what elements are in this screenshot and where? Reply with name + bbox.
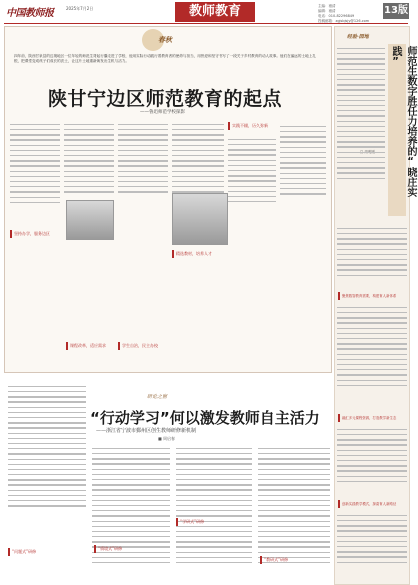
section-title: 教师教育 bbox=[175, 2, 255, 22]
contact-line: 投稿邮箱：zgjsbjsjy@126.com bbox=[318, 19, 370, 23]
sidebar-title-text: 师范生数字胜任力培养的“晓庄实践” bbox=[390, 46, 416, 197]
contact-line: 电话：010-82296849 bbox=[318, 14, 355, 18]
section-subhead: 融汇多元课程资源，打造教学新生态 bbox=[338, 414, 408, 422]
article-column bbox=[228, 135, 276, 365]
section-subhead: 精选教材，培养人才 bbox=[172, 250, 226, 258]
section-subhead: 学生自治，民主办校 bbox=[118, 342, 170, 350]
historical-photo bbox=[172, 193, 228, 245]
contact-line: 编辑：褚清 bbox=[318, 9, 336, 13]
article-column bbox=[8, 382, 86, 540]
article-intro: 四年前，陕西甘泉县的边境地区一位年轻的师范生背起行囊走进了学校，他用实际行动践行着教育者的使命与担当，用热爱和坚守书写了一段关于乡村教育的动人故事。他们在偏远的土地上扎根，把课堂变成孩子们成长的沃土，让这片土地重新焕发出生机与活力。 bbox=[14, 54, 316, 64]
article-column bbox=[337, 425, 407, 500]
section-subhead: “教研式”研修 bbox=[260, 556, 332, 564]
article-column bbox=[337, 511, 407, 581]
section-subhead: 坚持办学，服务边区 bbox=[10, 230, 62, 238]
article-title: 陕甘宁边区师范教育的起点 bbox=[47, 88, 282, 110]
section-subhead: 课程改革，适应需求 bbox=[66, 342, 116, 350]
column-name: 研论之窗 bbox=[147, 394, 168, 400]
article-column bbox=[92, 444, 170, 583]
sidebar-title bbox=[388, 44, 416, 216]
article-column bbox=[337, 224, 407, 290]
article-column bbox=[64, 120, 114, 365]
article-column bbox=[337, 303, 407, 413]
article-column bbox=[176, 444, 252, 583]
contact-line: 主编：褚清 bbox=[318, 4, 336, 8]
article-column bbox=[10, 120, 60, 365]
column-name: 春秋 bbox=[158, 35, 172, 44]
section-subhead: “问题式”研修 bbox=[8, 548, 82, 556]
historical-photo bbox=[66, 200, 114, 240]
masthead: 中国教师报 bbox=[6, 8, 54, 19]
column-header bbox=[132, 31, 192, 49]
article-title: “行动学习”何以激发教师自主活力 bbox=[90, 409, 320, 427]
section-subhead: 聚焦数智教育需要，构建育人新体系 bbox=[338, 292, 408, 300]
article-subtitle: ——鲁迅师范学校探影 bbox=[140, 110, 185, 115]
page-number: 13版 bbox=[383, 3, 409, 19]
article-column bbox=[280, 122, 326, 365]
section-subhead: “学研式”研修 bbox=[176, 518, 250, 526]
article-subtitle: ——浙江省宁波市鄞州区创生教师研修新机制 bbox=[96, 428, 197, 434]
section-subhead: 创新实践教学模式，探索育人新路径 bbox=[338, 500, 408, 508]
contact-info bbox=[318, 4, 380, 24]
section-subhead: 实践不辍，历久弥新 bbox=[228, 122, 280, 130]
column-name: 经验·园地 bbox=[347, 34, 369, 40]
article-column bbox=[337, 44, 385, 216]
issue-date: 2025年7月2日 bbox=[66, 6, 94, 11]
header-divider bbox=[4, 23, 408, 24]
section-subhead: “情境式”研修 bbox=[94, 545, 168, 553]
article-author: ■ 周启春 bbox=[158, 436, 176, 441]
article-column bbox=[118, 120, 168, 365]
